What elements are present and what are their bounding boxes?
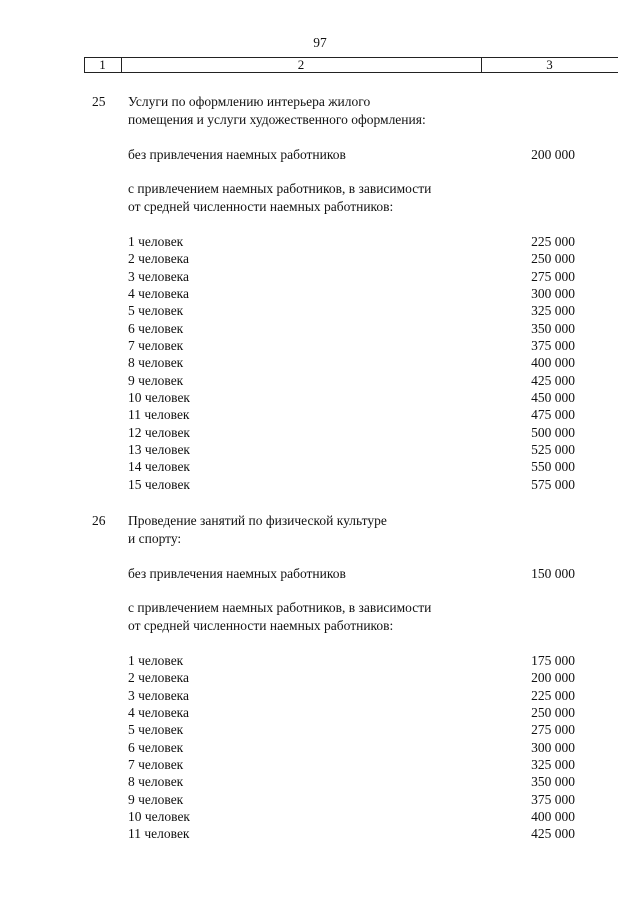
row-label: 12 человек [128, 425, 190, 440]
row-label: 15 человек [128, 477, 190, 492]
with-hired-line: с привлечением наемных работников, в зависимости [128, 181, 432, 196]
row-label: 5 человек [128, 722, 184, 737]
section-title-line: помещения и услуги художественного оформления: [128, 112, 426, 127]
with-hired-line: с привлечением наемных работников, в зависимости [128, 600, 432, 615]
row-value: 500 000 [531, 425, 575, 440]
row-value: 200 000 [531, 670, 575, 685]
row-value: 375 000 [531, 338, 575, 353]
row-value: 400 000 [531, 809, 575, 824]
row-label: 4 человека [128, 286, 190, 301]
section-title-line: и спорту: [128, 531, 182, 546]
row-value: 300 000 [531, 286, 575, 301]
header-col-1: 1 [99, 57, 106, 72]
row-value: 525 000 [531, 442, 575, 457]
row-label: 9 человек [128, 792, 184, 807]
without-hired-value: 200 000 [531, 147, 575, 162]
column-header-table [84, 57, 618, 73]
row-value: 550 000 [531, 459, 575, 474]
row-label: 13 человек [128, 442, 190, 457]
row-value: 250 000 [531, 705, 575, 720]
row-value: 300 000 [531, 740, 575, 755]
row-label: 2 человека [128, 670, 190, 685]
header-col-3: 3 [546, 57, 553, 72]
row-label: 7 человек [128, 338, 184, 353]
row-value: 425 000 [531, 826, 575, 841]
row-label: 11 человек [128, 407, 190, 422]
row-value: 325 000 [531, 303, 575, 318]
with-hired-line: от средней численности наемных работников: [128, 199, 394, 214]
row-label: 2 человека [128, 251, 190, 266]
header-col-2: 2 [297, 57, 305, 72]
section-title-line: Услуги по оформлению интерьера жилого [128, 94, 371, 109]
row-value: 375 000 [531, 792, 575, 807]
row-label: 3 человека [128, 688, 190, 703]
row-label: 8 человек [128, 774, 184, 789]
row-value: 575 000 [531, 477, 575, 492]
row-value: 325 000 [531, 757, 575, 772]
row-label: 6 человек [128, 740, 184, 755]
row-label: 8 человек [128, 355, 184, 370]
with-hired-line: от средней численности наемных работников: [128, 618, 394, 633]
section-number: 25 [92, 94, 106, 109]
row-value: 275 000 [531, 722, 575, 737]
without-hired-label: без привлечения наемных работников [128, 566, 346, 581]
row-label: 4 человека [128, 705, 190, 720]
section-title-line: Проведение занятий по физической культуре [128, 513, 387, 528]
row-label: 10 человек [128, 809, 190, 824]
row-label: 7 человек [128, 757, 184, 772]
row-value: 350 000 [531, 774, 575, 789]
row-label: 6 человек [128, 321, 184, 336]
row-value: 225 000 [531, 234, 575, 249]
row-label: 3 человека [128, 269, 190, 284]
row-value: 350 000 [531, 321, 575, 336]
row-value: 275 000 [531, 269, 575, 284]
row-value: 425 000 [531, 373, 575, 388]
row-label: 11 человек [128, 826, 190, 841]
without-hired-label: без привлечения наемных работников [128, 147, 346, 162]
row-label: 5 человек [128, 303, 184, 318]
row-label: 14 человек [128, 459, 190, 474]
row-value: 400 000 [531, 355, 575, 370]
section-number: 26 [92, 513, 106, 528]
row-value: 450 000 [531, 390, 575, 405]
row-label: 1 человек [128, 234, 184, 249]
row-label: 9 человек [128, 373, 184, 388]
row-value: 475 000 [531, 407, 575, 422]
row-value: 225 000 [531, 688, 575, 703]
page-number: 97 [313, 35, 327, 50]
row-value: 175 000 [531, 653, 575, 668]
without-hired-value: 150 000 [531, 566, 575, 581]
row-label: 1 человек [128, 653, 184, 668]
row-label: 10 человек [128, 390, 190, 405]
row-value: 250 000 [531, 251, 575, 266]
